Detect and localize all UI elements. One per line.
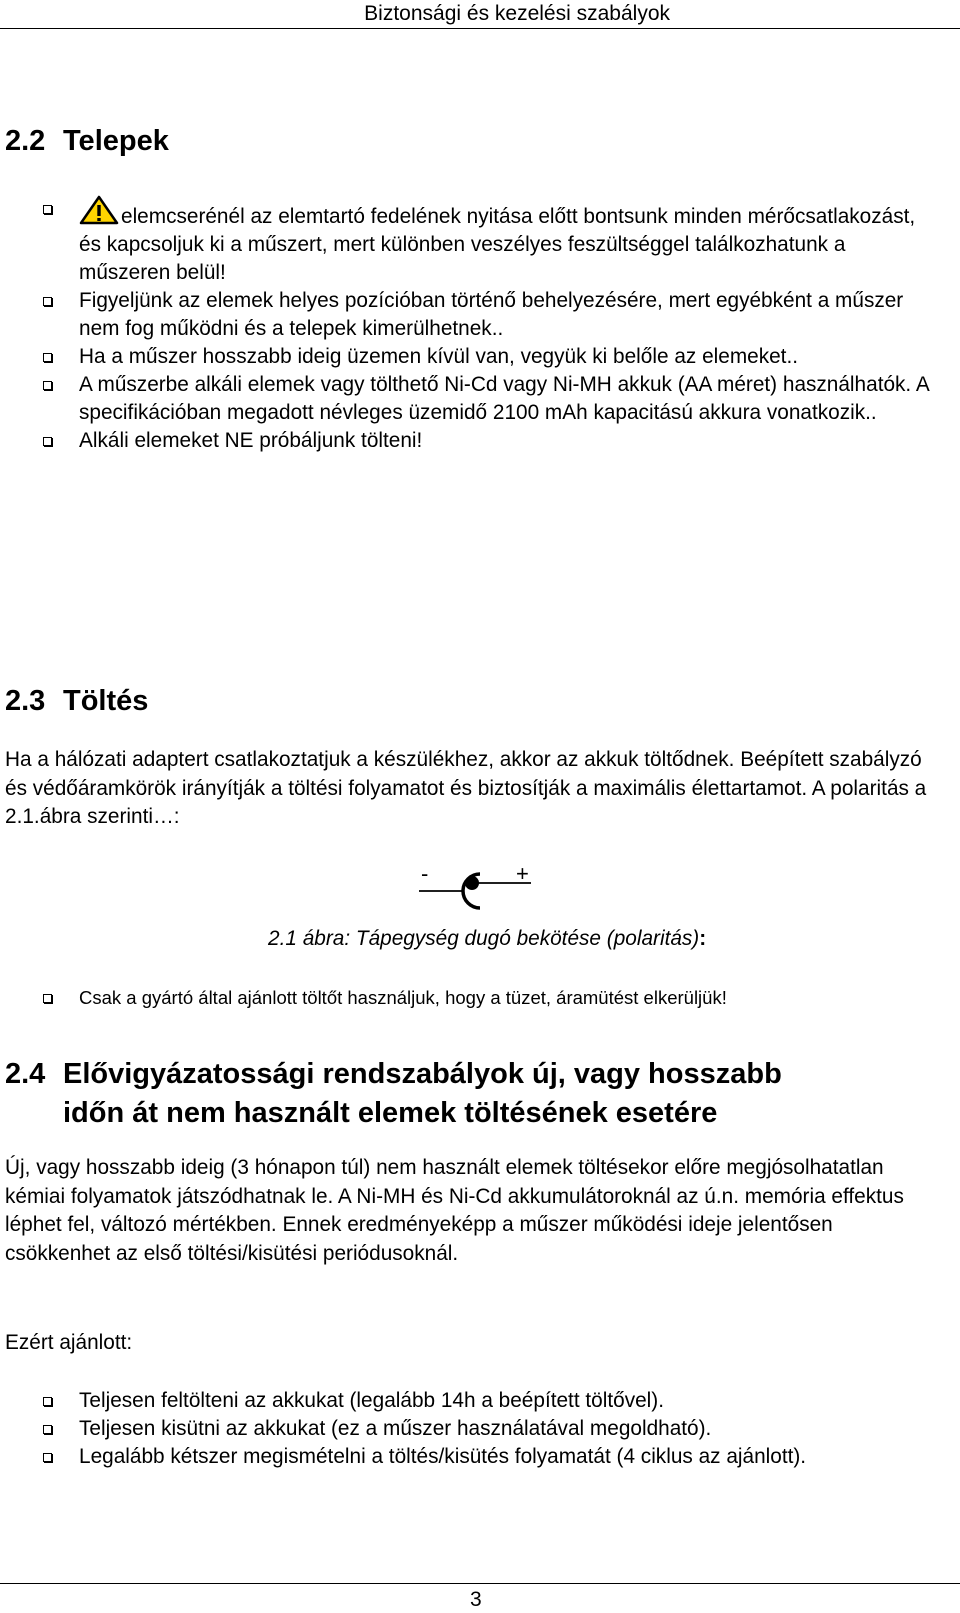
footer-divider xyxy=(0,1583,960,1584)
recommendation-label: Ezért ajánlott: xyxy=(5,1331,133,1354)
list-item xyxy=(0,984,940,1012)
list-item xyxy=(0,1415,940,1443)
checkbox-bullet-icon xyxy=(43,1453,52,1462)
page-number: 3 xyxy=(470,1588,482,1611)
running-header: Biztonsági és kezelési szabályok xyxy=(364,2,670,25)
checkbox-bullet-icon xyxy=(43,1425,52,1434)
precaution-paragraph: Új, vagy hosszabb ideig (3 hónapon túl) nem használt elemek töltésekor előre megjósolhatatlan kémiai folyamatok játszódhatnak le. A Ni-MH és Ni-Cd akkumulátoroknál az ú.n. memória effektus léphet fel, változó mértékben. Ennek eredményeképp a műszer működési ideje jelentősen csökkenhet az első töltési/kisütési periódusoknál. xyxy=(5,1156,904,1265)
checkbox-bullet-icon xyxy=(43,437,52,446)
list-item xyxy=(0,343,940,371)
figure-caption xyxy=(268,927,706,951)
section-title: Telepek xyxy=(63,125,169,157)
checkbox-bullet-icon xyxy=(43,205,52,214)
section-number: 2.4 xyxy=(5,1058,46,1090)
list-item-text: Alkáli elemeket NE próbáljunk tölteni! xyxy=(79,429,423,452)
list-item xyxy=(0,1387,940,1415)
list-item xyxy=(0,195,940,287)
list-item-text: elemcserénél az elemtartó fedelének nyitása előtt bontsunk minden mérőcsatlakozást, és kapcsoljuk ki a műszert, mert különben veszélyes feszültséggel találkozhatunk a műszeren belül! xyxy=(79,205,916,284)
recommendation-list xyxy=(0,1387,940,1471)
polarity-diagram xyxy=(421,861,535,914)
list-item-text: Csak a gyártó által ajánlott töltőt használjuk, hogy a tüzet, áramütést elkerüljük! xyxy=(79,987,727,1008)
list-item-text: Figyeljünk az elemek helyes pozícióban történő behelyezésére, mert egyébként a műszer nem fog működni és a telepek kimerülhetnek.. xyxy=(79,289,904,340)
figure-caption-colon: : xyxy=(699,927,707,950)
section-2-4-heading xyxy=(5,1057,782,1091)
plus-label: + xyxy=(516,861,529,886)
section-2-4-heading-line-2 xyxy=(63,1096,717,1130)
list-item xyxy=(0,287,940,343)
minus-label: - xyxy=(421,861,429,886)
checkbox-bullet-icon xyxy=(43,353,52,362)
list-item-text: Ha a műszer hosszabb ideig üzemen kívül van, vegyük ki belőle az elemeket.. xyxy=(79,345,799,368)
section-number: 2.3 xyxy=(5,685,46,717)
checkbox-bullet-icon xyxy=(43,381,52,390)
list-item-text: Teljesen kisütni az akkukat (ez a műszer használatával megoldható). xyxy=(79,1417,712,1440)
list-item-text: Teljesen feltölteni az akkukat (legalább 14h a beépített töltővel). xyxy=(79,1389,664,1412)
section-title: Töltés xyxy=(63,685,149,717)
section-number: 2.2 xyxy=(5,125,46,157)
charging-paragraph: Ha a hálózati adaptert csatlakoztatjuk a készülékhez, akkor az akkuk töltődnek. Beépített szabályzó és védőáramkörök irányítják a töltési folyamatot és biztosítják a maximális élettartamot. A polaritás a 2.1.ábra szerinti…: xyxy=(5,748,927,828)
warning-icon xyxy=(79,195,119,225)
list-item xyxy=(0,1443,940,1471)
section-title-line-2: időn át nem használt elemek töltésének esetére xyxy=(63,1097,718,1129)
header-divider xyxy=(0,28,960,29)
section-2-2-heading xyxy=(5,124,169,158)
checkbox-bullet-icon xyxy=(43,994,52,1003)
section-title-line-1: Elővigyázatossági rendszabályok új, vagy hosszabb xyxy=(63,1058,782,1090)
figure-caption-text: 2.1 ábra: Tápegység dugó bekötése (polaritás) xyxy=(268,927,700,950)
list-item-text: A műszerbe alkáli elemek vagy tölthető Ni-Cd vagy Ni-MH akkuk (AA méret) használhatók. A specifikációban megadott névleges üzemidő 2100 mAh kapacitású akkura vonatkozik.. xyxy=(79,373,929,424)
section-2-3-heading xyxy=(5,684,148,718)
checkbox-bullet-icon xyxy=(43,297,52,306)
center-pin-shape xyxy=(465,876,479,890)
list-item xyxy=(0,427,940,455)
list-item-text: Legalább kétszer megismételni a töltés/kisütés folyamatát (4 ciklus az ajánlott). xyxy=(79,1445,807,1468)
list-item xyxy=(0,371,940,427)
battery-rules-list xyxy=(0,195,940,455)
checkbox-bullet-icon xyxy=(43,1397,52,1406)
charger-note-list xyxy=(0,984,940,1012)
